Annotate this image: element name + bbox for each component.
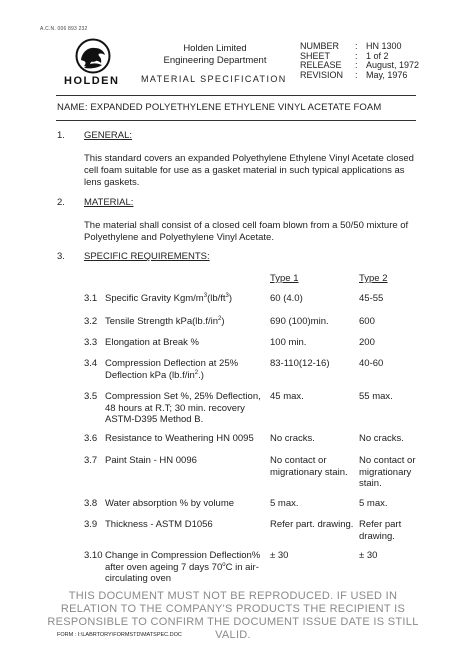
acn-number: A.C.N. 006 893 232 (40, 26, 88, 32)
org-line-company: Holden Limited (183, 43, 247, 54)
requirement-description: Change in Compression Deflection% after oven ageing 7 days 70$^o$C in air-circulating oven (105, 550, 261, 584)
type-2-value: 600 (359, 316, 375, 327)
meta-label-release: RELEASE (300, 60, 342, 71)
type-1-value: ± 30 (270, 550, 289, 561)
type-2-value: 45-55 (359, 293, 384, 304)
meta-colons: : : : : (355, 41, 358, 80)
type-2-value: Refer part drawing. (359, 519, 402, 542)
holden-lion-logo (64, 38, 122, 78)
type-2-value: ± 30 (359, 550, 378, 561)
section-2-body: The material shall consist of a closed cell foam blown from a 50/50 mixture of Polyethylene and Polyethylene Vinyl Acetate. (84, 220, 409, 243)
type-1-value: Refer part. drawing. (270, 519, 354, 530)
type-2-header: Type 2 (359, 273, 388, 284)
section-1-title: GENERAL: (84, 130, 133, 141)
meta-value-release: August, 1972 (366, 60, 420, 71)
header-divider (56, 95, 416, 96)
requirement-description: Tensile Strength $kPa(lb.f/in^2)$ (105, 316, 225, 327)
meta-label-revision: REVISION (300, 69, 344, 80)
meta-label-sheet: SHEET (300, 50, 331, 61)
section-3-title: SPECIFIC REQUIREMENTS: (84, 251, 210, 262)
type-1-header: Type 1 (270, 273, 299, 284)
requirement-description: Thickness - ASTM D1056 (105, 519, 213, 530)
type-2-value: 200 (359, 337, 375, 348)
type-1-value: 83-110(12-16) (270, 358, 330, 369)
type-2-value: 5 max. (359, 498, 388, 509)
type-1-value: 100 min. (270, 337, 307, 348)
requirement-description: Compression Deflection at 25% Deflection kPa $(lb.f/in^2.)$ (105, 358, 239, 381)
type-1-value: No contact or migrationary stain. (270, 455, 348, 478)
type-2-value: 40-60 (359, 358, 384, 369)
meta-label-number: NUMBER (300, 41, 340, 51)
requirement-description: Elongation at Break % (105, 337, 200, 348)
form-path-footer: FORM : I:\LABRTORY\FORMSTD\MATSPEC.DOC (57, 632, 182, 638)
reproduction-disclaimer: THIS DOCUMENT MUST NOT BE REPRODUCED. IF USED IN RELATION TO THE COMPANY'S PRODUCTS THE RECIPIENT IS RESPONSIBLE TO CONFIRM THE DOCUMENT ISSUE DATE IS STILL VALID. (47, 590, 419, 641)
meta-labels (300, 42, 343, 80)
meta-value-number: HN 1300 (366, 41, 402, 51)
type-1-value: 45 max. (270, 391, 304, 402)
meta-value-sheet: 1 of 2 (366, 50, 389, 61)
meta-values (366, 42, 419, 80)
requirement-description: Compression Set %, 25% Deflection, 48 hours at R.T; 30 min. recovery ASTM-D395 Method B. (105, 391, 261, 425)
requirement-description: Resistance to Weathering HN 0095 (105, 433, 254, 444)
requirement-description: Specific Gravity Kgm/$m^3(lb/ft^3)$ (105, 293, 233, 304)
type-2-value: No contact or migrationary stain. (359, 455, 416, 489)
type-2-value: 55 max. (359, 391, 393, 402)
name-divider (56, 120, 416, 121)
section-2-title: MATERIAL: (84, 197, 134, 208)
requirement-description: Water absorption % by volume (105, 498, 235, 509)
requirement-description: Paint Stain - HN 0096 (105, 455, 197, 466)
material-specification-title: MATERIAL SPECIFICATION (141, 74, 287, 84)
material-name: NAME: EXPANDED POLYETHYLENE ETHYLENE VINYL ACETATE FOAM (57, 102, 382, 113)
type-2-value: No cracks. (359, 433, 404, 444)
section-1-body: This standard covers an expanded Polyethylene Ethylene Vinyl Acetate closed cell foam suitable for use as a gasket material in such typical applications as lens gaskets. (84, 153, 414, 188)
section-1-number: 1. (57, 130, 65, 141)
section-2-number: 2. (57, 197, 65, 208)
holden-logo-word: HOLDEN (64, 75, 120, 87)
meta-value-revision: May, 1976 (366, 69, 408, 80)
type-1-value: No cracks. (270, 433, 315, 444)
organization-name (160, 43, 270, 67)
section-3-number: 3. (57, 251, 65, 262)
type-1-value: 5 max. (270, 498, 299, 509)
org-line-department: Engineering Department (163, 55, 267, 66)
type-1-value: 60 (4.0) (270, 293, 303, 304)
type-1-value: 690 (100)min. (270, 316, 329, 327)
